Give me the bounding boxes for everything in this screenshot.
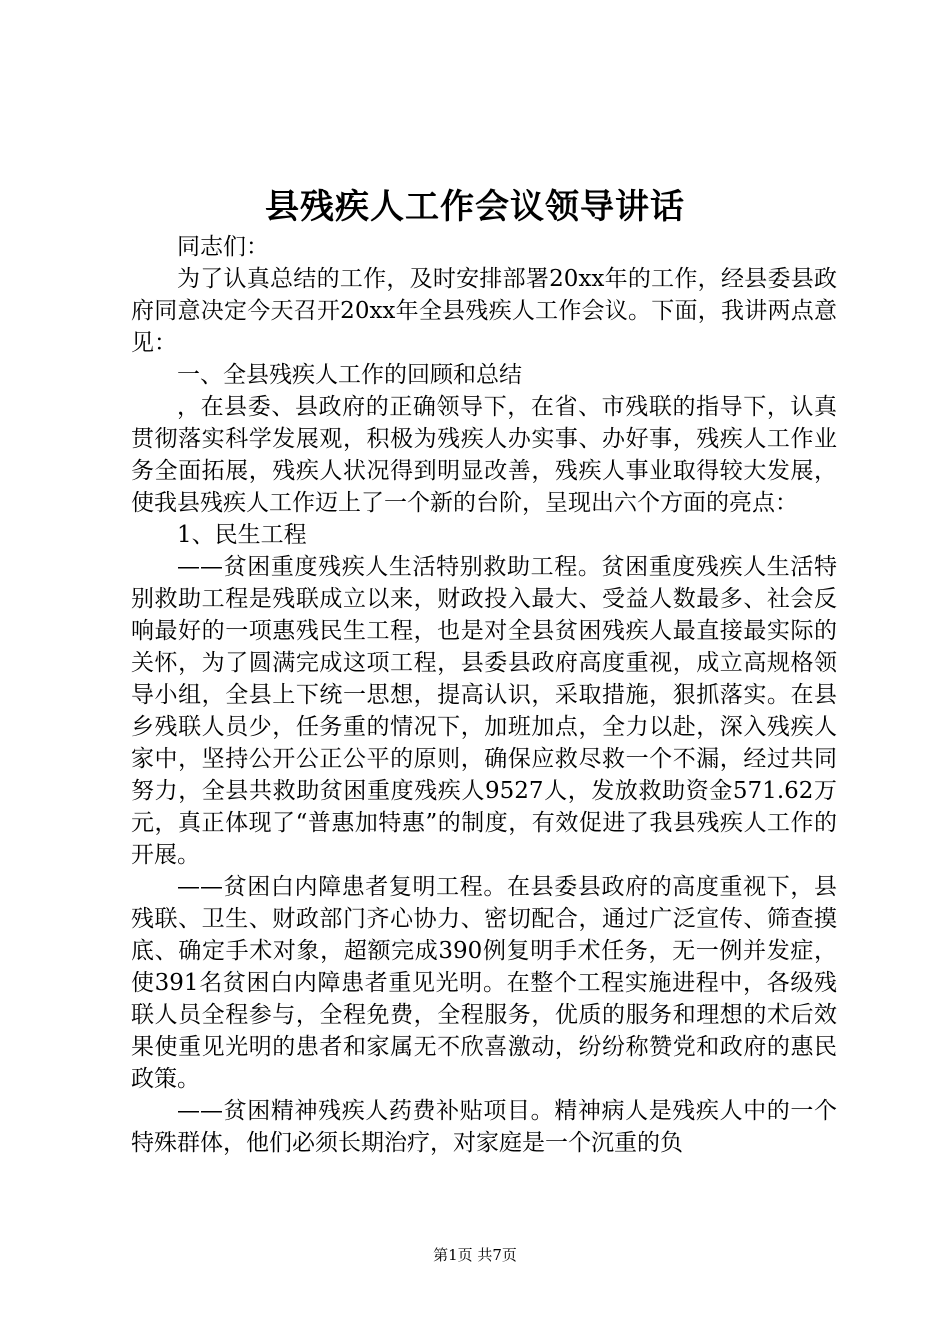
salutation-paragraph: 同志们： — [177, 234, 269, 260]
body-paragraph: ——贫困白内障患者复明工程。在县委县政府的高度重视下，县残联、卫生、财政部门齐心协力、密切配合，通过广泛宣传、筛查摸底、确定手术对象，超额完成390例复明手术任务，无一例并发症，使391名贫困白内障患者重见光明。在整个工程实施进程中，各级残联人员全程参与，全程免费，全程服务，优质的服务和理想的术后效果使重见光明的患者和家属无不欣喜激动，纷纷称赞党和政府的惠民政策。 — [131, 874, 837, 1092]
document-title: 县残疾人工作会议领导讲话 — [265, 187, 685, 227]
page-number-footer: 第1页 共7页 — [433, 1246, 517, 1264]
document-body — [131, 231, 837, 1159]
subsection-heading: 1、民生工程 — [177, 522, 307, 548]
body-paragraph: ——贫困重度残疾人生活特别救助工程。贫困重度残疾人生活特别救助工程是残联成立以来，财政投入最大、受益人数最多、社会反响最好的一项惠残民生工程，也是对全县贫困残疾人最直接最实际的关怀，为了圆满完成这项工程，县委县政府高度重视，成立高规格领导小组，全县上下统一思想，提高认识，采取措施，狠抓落实。在县乡残联人员少，任务重的情况下，加班加点，全力以赴，深入残疾人家中，坚持公开公正公平的原则，确保应救尽救一个不漏，经过共同努力，全县共救助贫困重度残疾人9527人，发放救助资金571.62万元，真正体现了“普惠加特惠”的制度，有效促进了我县残疾人工作的开展。 — [131, 554, 837, 868]
summary-paragraph: ，在县委、县政府的正确领导下，在省、市残联的指导下，认真贯彻落实科学发展观，积极为残疾人办实事、办好事，残疾人工作业务全面拓展，残疾人状况得到明显改善，残疾人事业取得较大发展，使我县残疾人工作迈上了一个新的台阶，呈现出六个方面的亮点： — [131, 394, 837, 516]
intro-paragraph: 为了认真总结的工作，及时安排部署20xx年的工作，经县委县政府同意决定今天召开20xx年全县残疾人工作会议。下面，我讲两点意见： — [131, 266, 837, 356]
body-paragraph: ——贫困精神残疾人药费补贴项目。精神病人是残疾人中的一个特殊群体，他们必须长期治疗，对家庭是一个沉重的负 — [131, 1098, 837, 1156]
section-heading: 一、全县残疾人工作的回顾和总结 — [177, 362, 522, 388]
